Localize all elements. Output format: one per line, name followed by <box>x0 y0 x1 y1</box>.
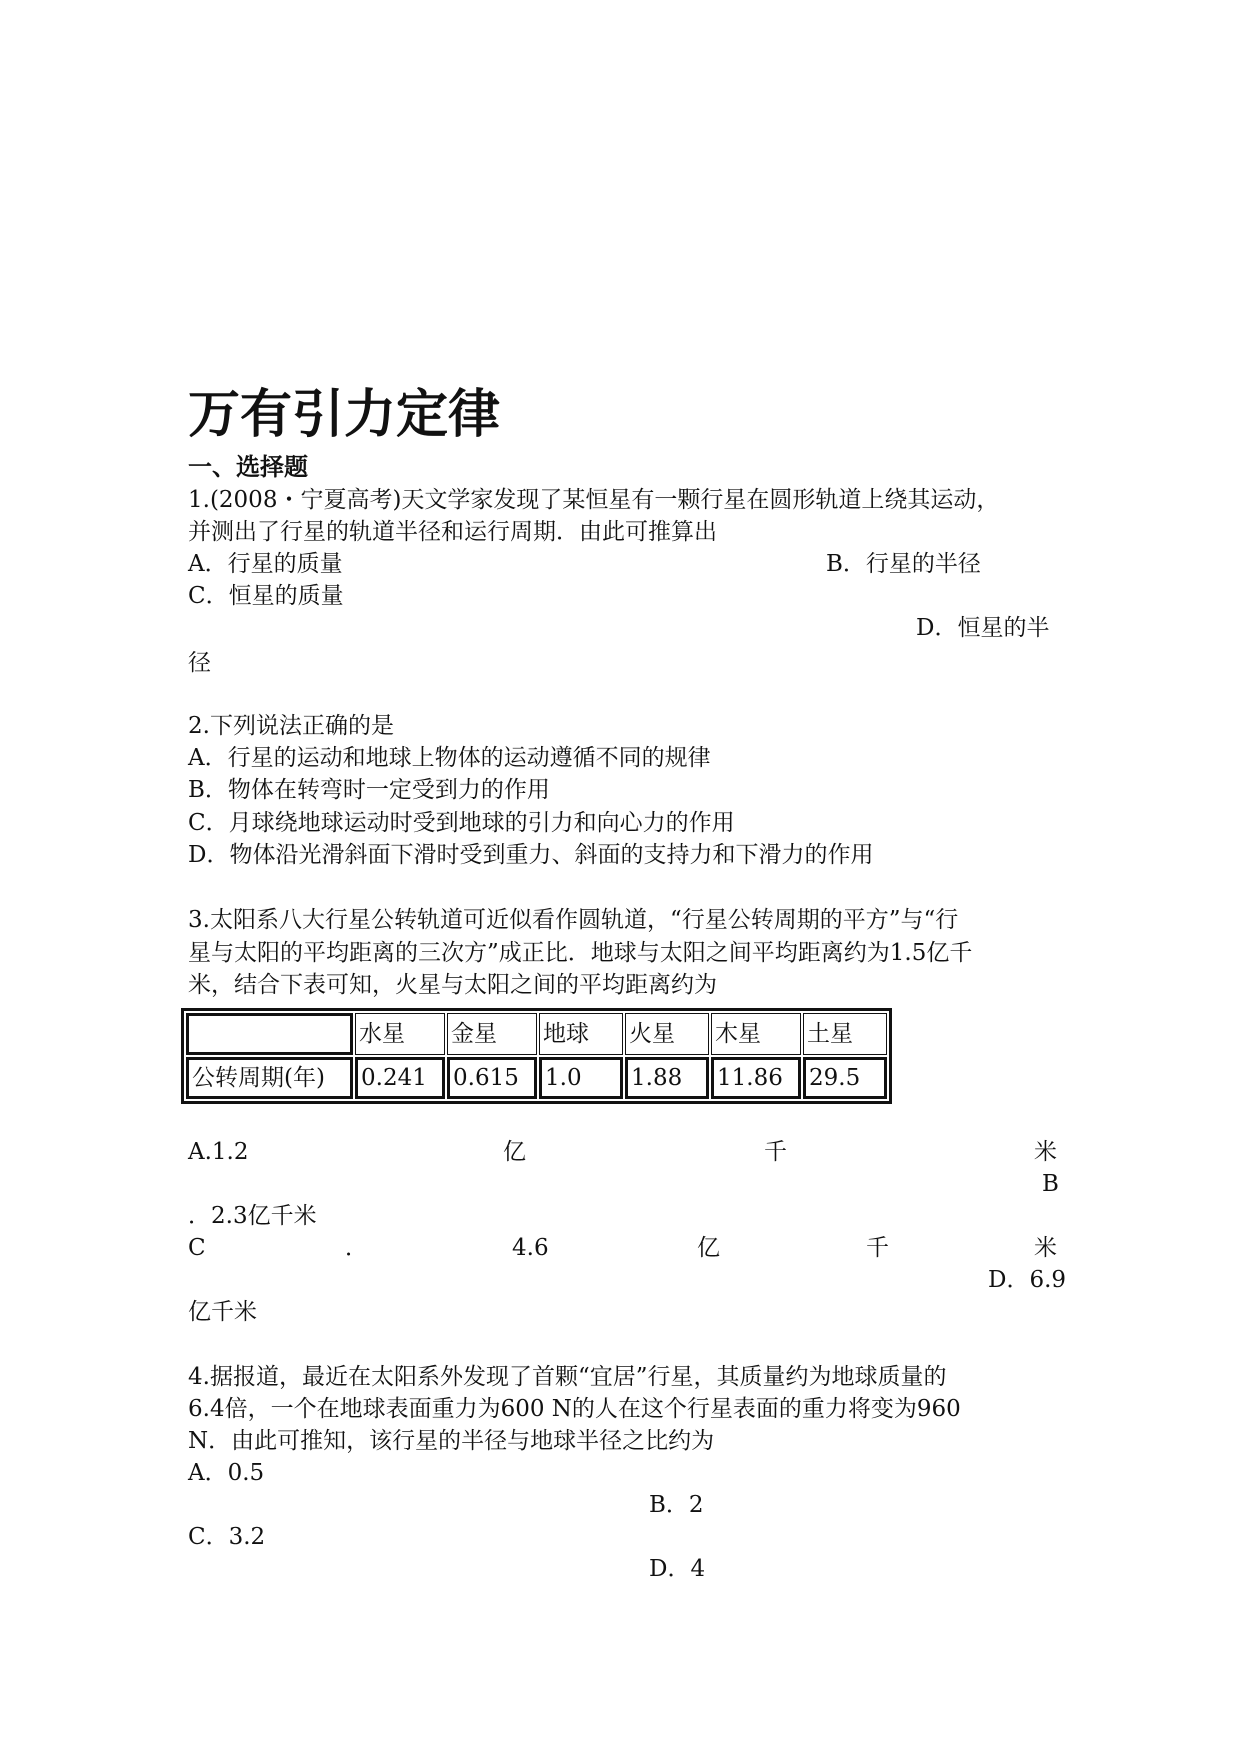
q3-option-c-part: 千 <box>866 1235 889 1261</box>
q3-option-c-part: 米 <box>1034 1235 1057 1261</box>
q2-option-a: A．行星的运动和地球上物体的运动遵循不同的规律 <box>188 745 711 771</box>
table-row <box>186 1057 887 1099</box>
q1-option-d-continued: 径 <box>188 650 211 676</box>
table-cell: 1.0 <box>539 1057 623 1099</box>
q1-option-b: B．行星的半径 <box>826 551 981 577</box>
q3-option-a: A.1.2 <box>188 1139 249 1165</box>
table-cell: 0.241 <box>355 1057 445 1099</box>
q4-option-b: B．2 <box>649 1492 704 1518</box>
table-header-cell <box>186 1013 353 1055</box>
q3-option-d-continued: 亿千米 <box>188 1299 257 1325</box>
q1-stem-line2: 并测出了行星的轨道半径和运行周期．由此可推算出 <box>188 519 717 545</box>
table-header-cell: 火星 <box>625 1013 709 1055</box>
table-header-cell: 木星 <box>711 1013 801 1055</box>
table-header-cell: 地球 <box>539 1013 623 1055</box>
q3-option-c-part: 4.6 <box>512 1235 549 1261</box>
q4-stem-line2: 6.4倍，一个在地球表面重力为600 N的人在这个行星表面的重力将变为960 <box>188 1396 961 1422</box>
q3-option-a-part: 米 <box>1034 1139 1057 1165</box>
page-title: 万有引力定律 <box>188 385 501 445</box>
table-header-cell: 土星 <box>803 1013 887 1055</box>
table-cell: 0.615 <box>447 1057 537 1099</box>
q3-option-a-part: 亿 <box>503 1139 526 1165</box>
q3-stem-line3: 米，结合下表可知，火星与太阳之间的平均距离约为 <box>188 972 717 998</box>
q3-option-c-part: ． <box>345 1235 368 1261</box>
table-cell: 11.86 <box>711 1057 801 1099</box>
q3-option-d: D．6.9 <box>988 1267 1067 1293</box>
q3-stem-line1: 3.太阳系八大行星公转轨道可近似看作圆轨道，“行星公转周期的平方”与“行 <box>188 907 959 933</box>
section-heading: 一、选择题 <box>188 453 308 481</box>
q3-option-b: ．2.3亿千米 <box>188 1203 317 1229</box>
q3-stem-line2: 星与太阳的平均距离的三次方”成正比．地球与太阳之间平均距离约为1.5亿千 <box>188 940 973 966</box>
q2-stem: 2.下列说法正确的是 <box>188 713 394 739</box>
table-header-cell: 水星 <box>355 1013 445 1055</box>
table-header-row <box>186 1013 887 1055</box>
table-header-cell: 金星 <box>447 1013 537 1055</box>
q3-option-c: C <box>188 1235 206 1261</box>
q1-option-c: C．恒星的质量 <box>188 583 344 609</box>
table-cell: 29.5 <box>803 1057 887 1099</box>
q4-option-c: C．3.2 <box>188 1524 266 1550</box>
planet-period-table <box>181 1008 892 1104</box>
q3-option-c-part: 亿 <box>697 1235 720 1261</box>
table-cell: 1.88 <box>625 1057 709 1099</box>
q2-option-b: B．物体在转弯时一定受到力的作用 <box>188 777 550 803</box>
q4-option-a: A．0.5 <box>188 1460 265 1486</box>
q4-option-d: D．4 <box>649 1556 706 1582</box>
q1-stem-line1: 1.(2008・宁夏高考)天文学家发现了某恒星有一颗行星在圆形轨道上绕其运动， <box>188 487 1000 513</box>
q1-option-a: A．行星的质量 <box>188 551 343 577</box>
table-cell: 公转周期(年) <box>186 1057 353 1099</box>
q2-option-c: C．月球绕地球运动时受到地球的引力和向心力的作用 <box>188 810 735 836</box>
q4-stem-line3: N．由此可推知，该行星的半径与地球半径之比约为 <box>188 1428 715 1454</box>
q3-option-a-part: 千 <box>764 1139 787 1165</box>
q4-stem-line1: 4.据报道，最近在太阳系外发现了首颗“宜居”行星，其质量约为地球质量的 <box>188 1364 947 1390</box>
q1-option-d: D．恒星的半 <box>916 615 1050 641</box>
q3-option-b-letter: B <box>1042 1171 1059 1197</box>
q2-option-d: D．物体沿光滑斜面下滑时受到重力、斜面的支持力和下滑力的作用 <box>188 842 874 868</box>
